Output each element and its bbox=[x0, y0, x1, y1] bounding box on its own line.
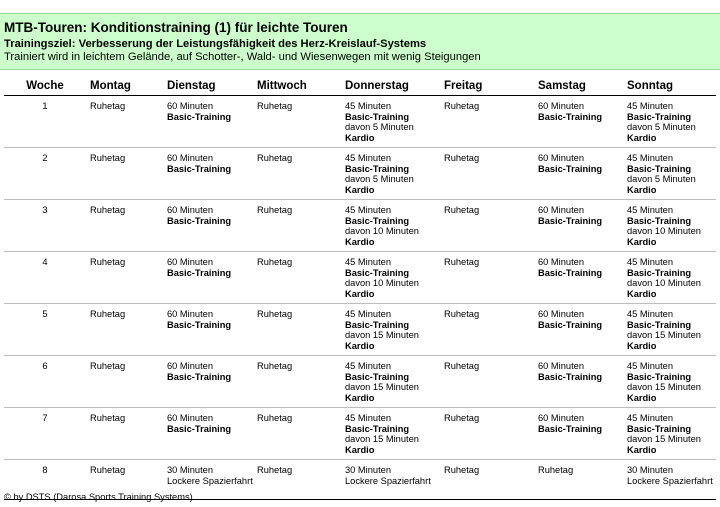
table-row bbox=[4, 304, 716, 356]
cell-line: Basic-Training bbox=[627, 423, 692, 434]
cell-line: Basic-Training bbox=[345, 423, 410, 434]
day-cell bbox=[253, 408, 341, 460]
day-cell bbox=[341, 304, 440, 356]
cell-line: Basic-Training bbox=[345, 215, 410, 226]
cell-line: 30 Minuten bbox=[627, 465, 673, 475]
day-cell bbox=[623, 252, 716, 304]
cell-line: Basic-Training bbox=[627, 163, 692, 174]
table-row bbox=[4, 252, 716, 304]
day-cell bbox=[534, 148, 623, 200]
cell-line: 45 Minuten bbox=[345, 361, 391, 371]
day-cell bbox=[86, 356, 163, 408]
cell-line: Ruhetag bbox=[257, 101, 293, 111]
day-cell bbox=[440, 200, 534, 252]
day-cell bbox=[440, 304, 534, 356]
week-number: 1 bbox=[4, 96, 86, 148]
column-header: Montag bbox=[86, 77, 163, 96]
day-cell bbox=[440, 356, 534, 408]
cell-line: Basic-Training bbox=[167, 371, 232, 382]
cell-line: Ruhetag bbox=[90, 205, 126, 215]
day-cell bbox=[534, 356, 623, 408]
cell-line: Kardio bbox=[345, 185, 375, 196]
day-cell bbox=[623, 96, 716, 148]
cell-line: 30 Minuten bbox=[167, 465, 213, 475]
table-row bbox=[4, 96, 716, 148]
day-cell bbox=[253, 304, 341, 356]
cell-line: 45 Minuten bbox=[345, 309, 391, 319]
day-cell bbox=[341, 200, 440, 252]
cell-line: 60 Minuten bbox=[538, 361, 584, 371]
day-cell bbox=[534, 304, 623, 356]
day-cell bbox=[440, 96, 534, 148]
day-cell bbox=[253, 148, 341, 200]
cell-line: Basic-Training bbox=[167, 111, 232, 122]
cell-line: 60 Minuten bbox=[167, 361, 213, 371]
day-cell bbox=[534, 252, 623, 304]
cell-line: Ruhetag bbox=[444, 101, 480, 111]
cell-line: Kardio bbox=[345, 133, 375, 144]
day-cell bbox=[623, 304, 716, 356]
cell-line: Ruhetag bbox=[538, 465, 574, 475]
cell-line: Ruhetag bbox=[257, 309, 293, 319]
cell-line: Ruhetag bbox=[444, 153, 480, 163]
cell-line: Ruhetag bbox=[257, 205, 293, 215]
cell-line: davon 10 Minuten bbox=[627, 226, 701, 237]
cell-line: Basic-Training bbox=[627, 371, 692, 382]
cell-line: Ruhetag bbox=[90, 309, 126, 319]
cell-line: Basic-Training bbox=[167, 215, 232, 226]
cell-line: Ruhetag bbox=[444, 257, 480, 267]
cell-line: Ruhetag bbox=[257, 413, 293, 423]
cell-line: davon 15 Minuten bbox=[345, 330, 419, 341]
page-title: MTB-Touren: Konditionstraining (1) für leichte Touren bbox=[4, 20, 348, 35]
cell-line: Ruhetag bbox=[90, 101, 126, 111]
cell-line: Basic-Training bbox=[345, 319, 410, 330]
cell-line: Ruhetag bbox=[257, 257, 293, 267]
cell-line: Basic-Training bbox=[538, 163, 603, 174]
cell-line: davon 5 Minuten bbox=[627, 122, 696, 133]
week-number: 2 bbox=[4, 148, 86, 200]
column-header: Woche bbox=[4, 77, 86, 96]
day-cell bbox=[440, 252, 534, 304]
cell-line: Basic-Training bbox=[167, 163, 232, 174]
cell-line: Ruhetag bbox=[444, 465, 480, 475]
cell-line: Lockere Spazierfahrt bbox=[627, 475, 713, 486]
day-cell bbox=[341, 356, 440, 408]
cell-line: Ruhetag bbox=[90, 257, 126, 267]
cell-line: Basic-Training bbox=[627, 111, 692, 122]
week-number: 7 bbox=[4, 408, 86, 460]
copyright-footer: © by DSTS (Darosa Sports Training Systems) bbox=[4, 492, 193, 502]
cell-line: Basic-Training bbox=[538, 111, 603, 122]
cell-line: davon 10 Minuten bbox=[627, 278, 701, 289]
cell-line: davon 15 Minuten bbox=[627, 382, 701, 393]
day-cell bbox=[163, 148, 253, 200]
day-cell bbox=[163, 304, 253, 356]
cell-line: 60 Minuten bbox=[538, 309, 584, 319]
day-cell bbox=[440, 460, 534, 500]
table-row bbox=[4, 200, 716, 252]
cell-line: Basic-Training bbox=[167, 423, 232, 434]
cell-line: davon 15 Minuten bbox=[345, 434, 419, 445]
cell-line: Kardio bbox=[627, 341, 657, 352]
cell-line: 45 Minuten bbox=[345, 413, 391, 423]
day-cell bbox=[534, 460, 623, 500]
day-cell bbox=[623, 356, 716, 408]
column-header: Dienstag bbox=[163, 77, 253, 96]
cell-line: 45 Minuten bbox=[627, 361, 673, 371]
cell-line: Basic-Training bbox=[345, 267, 410, 278]
day-cell bbox=[163, 200, 253, 252]
cell-line: 60 Minuten bbox=[167, 205, 213, 215]
table-row bbox=[4, 148, 716, 200]
cell-line: 60 Minuten bbox=[538, 101, 584, 111]
cell-line: 60 Minuten bbox=[167, 257, 213, 267]
cell-line: 45 Minuten bbox=[345, 101, 391, 111]
cell-line: Kardio bbox=[345, 393, 375, 404]
cell-line: 45 Minuten bbox=[627, 101, 673, 111]
day-cell bbox=[253, 252, 341, 304]
cell-line: davon 15 Minuten bbox=[627, 434, 701, 445]
cell-line: 45 Minuten bbox=[627, 413, 673, 423]
cell-line: 60 Minuten bbox=[538, 205, 584, 215]
cell-line: Basic-Training bbox=[627, 215, 692, 226]
day-cell bbox=[253, 356, 341, 408]
table-header-row bbox=[4, 77, 716, 96]
day-cell bbox=[341, 408, 440, 460]
table-row bbox=[4, 408, 716, 460]
cell-line: davon 10 Minuten bbox=[345, 226, 419, 237]
day-cell bbox=[163, 252, 253, 304]
cell-line: Basic-Training bbox=[538, 267, 603, 278]
day-cell bbox=[86, 148, 163, 200]
cell-line: Kardio bbox=[345, 341, 375, 352]
cell-line: 45 Minuten bbox=[627, 153, 673, 163]
day-cell bbox=[253, 96, 341, 148]
cell-line: 60 Minuten bbox=[538, 413, 584, 423]
cell-line: davon 15 Minuten bbox=[345, 382, 419, 393]
day-cell bbox=[341, 252, 440, 304]
cell-line: 45 Minuten bbox=[345, 257, 391, 267]
day-cell bbox=[86, 200, 163, 252]
day-cell bbox=[163, 408, 253, 460]
cell-line: 45 Minuten bbox=[627, 257, 673, 267]
cell-line: Kardio bbox=[345, 289, 375, 300]
day-cell bbox=[86, 408, 163, 460]
cell-line: 60 Minuten bbox=[167, 153, 213, 163]
week-number: 6 bbox=[4, 356, 86, 408]
day-cell bbox=[86, 304, 163, 356]
cell-line: davon 5 Minuten bbox=[345, 122, 414, 133]
cell-line: Ruhetag bbox=[257, 153, 293, 163]
column-header: Donnerstag bbox=[341, 77, 440, 96]
day-cell bbox=[341, 96, 440, 148]
cell-line: Lockere Spazierfahrt bbox=[167, 475, 253, 486]
cell-line: Basic-Training bbox=[627, 319, 692, 330]
cell-line: Kardio bbox=[627, 237, 657, 248]
column-header: Freitag bbox=[440, 77, 534, 96]
cell-line: Kardio bbox=[627, 185, 657, 196]
cell-line: Ruhetag bbox=[444, 361, 480, 371]
cell-line: Basic-Training bbox=[167, 267, 232, 278]
day-cell bbox=[623, 460, 716, 500]
cell-line: 60 Minuten bbox=[538, 257, 584, 267]
cell-line: Ruhetag bbox=[444, 205, 480, 215]
cell-line: Ruhetag bbox=[444, 413, 480, 423]
cell-line: Kardio bbox=[627, 393, 657, 404]
day-cell bbox=[341, 148, 440, 200]
day-cell bbox=[86, 96, 163, 148]
cell-line: 60 Minuten bbox=[167, 309, 213, 319]
cell-line: Basic-Training bbox=[538, 423, 603, 434]
day-cell bbox=[534, 200, 623, 252]
cell-line: Basic-Training bbox=[345, 163, 410, 174]
cell-line: Basic-Training bbox=[538, 215, 603, 226]
day-cell bbox=[623, 408, 716, 460]
training-table bbox=[4, 77, 716, 500]
cell-line: Ruhetag bbox=[257, 361, 293, 371]
cell-line: 60 Minuten bbox=[167, 101, 213, 111]
cell-line: Basic-Training bbox=[345, 371, 410, 382]
column-header: Mittwoch bbox=[253, 77, 341, 96]
column-header: Sonntag bbox=[623, 77, 716, 96]
day-cell bbox=[341, 460, 440, 500]
cell-line: 45 Minuten bbox=[627, 309, 673, 319]
cell-line: davon 10 Minuten bbox=[345, 278, 419, 289]
cell-line: Ruhetag bbox=[444, 309, 480, 319]
cell-line: Basic-Training bbox=[538, 319, 603, 330]
day-cell bbox=[253, 200, 341, 252]
week-number: 8 bbox=[4, 460, 86, 500]
day-cell bbox=[86, 252, 163, 304]
cell-line: Ruhetag bbox=[257, 465, 293, 475]
column-header: Samstag bbox=[534, 77, 623, 96]
day-cell bbox=[440, 408, 534, 460]
cell-line: davon 5 Minuten bbox=[627, 174, 696, 185]
cell-line: 60 Minuten bbox=[167, 413, 213, 423]
header-banner bbox=[0, 13, 720, 70]
cell-line: Basic-Training bbox=[538, 371, 603, 382]
cell-line: Basic-Training bbox=[345, 111, 410, 122]
day-cell bbox=[440, 148, 534, 200]
cell-line: Ruhetag bbox=[90, 465, 126, 475]
day-cell bbox=[163, 356, 253, 408]
cell-line: 60 Minuten bbox=[538, 153, 584, 163]
cell-line: davon 15 Minuten bbox=[627, 330, 701, 341]
cell-line: Ruhetag bbox=[90, 153, 126, 163]
day-cell bbox=[253, 460, 341, 500]
day-cell bbox=[163, 96, 253, 148]
cell-line: Kardio bbox=[345, 445, 375, 456]
week-number: 3 bbox=[4, 200, 86, 252]
cell-line: Ruhetag bbox=[90, 413, 126, 423]
day-cell bbox=[534, 408, 623, 460]
cell-line: Kardio bbox=[345, 237, 375, 248]
cell-line: Kardio bbox=[627, 133, 657, 144]
training-goal: Trainingsziel: Verbesserung der Leistungsfähigkeit des Herz-Kreislauf-Systems bbox=[4, 38, 427, 50]
cell-line: 45 Minuten bbox=[345, 205, 391, 215]
cell-line: Lockere Spazierfahrt bbox=[345, 475, 431, 486]
cell-line: 45 Minuten bbox=[627, 205, 673, 215]
day-cell bbox=[623, 200, 716, 252]
training-note: Trainiert wird in leichtem Gelände, auf Schotter-, Wald- und Wiesenwegen mit wenig Steigungen bbox=[4, 51, 481, 63]
cell-line: 45 Minuten bbox=[345, 153, 391, 163]
cell-line: Ruhetag bbox=[90, 361, 126, 371]
day-cell bbox=[534, 96, 623, 148]
cell-line: Basic-Training bbox=[167, 319, 232, 330]
cell-line: Kardio bbox=[627, 445, 657, 456]
cell-line: davon 5 Minuten bbox=[345, 174, 414, 185]
day-cell bbox=[623, 148, 716, 200]
week-number: 4 bbox=[4, 252, 86, 304]
cell-line: Basic-Training bbox=[627, 267, 692, 278]
cell-line: 30 Minuten bbox=[345, 465, 391, 475]
cell-line: Kardio bbox=[627, 289, 657, 300]
week-number: 5 bbox=[4, 304, 86, 356]
table-row bbox=[4, 356, 716, 408]
